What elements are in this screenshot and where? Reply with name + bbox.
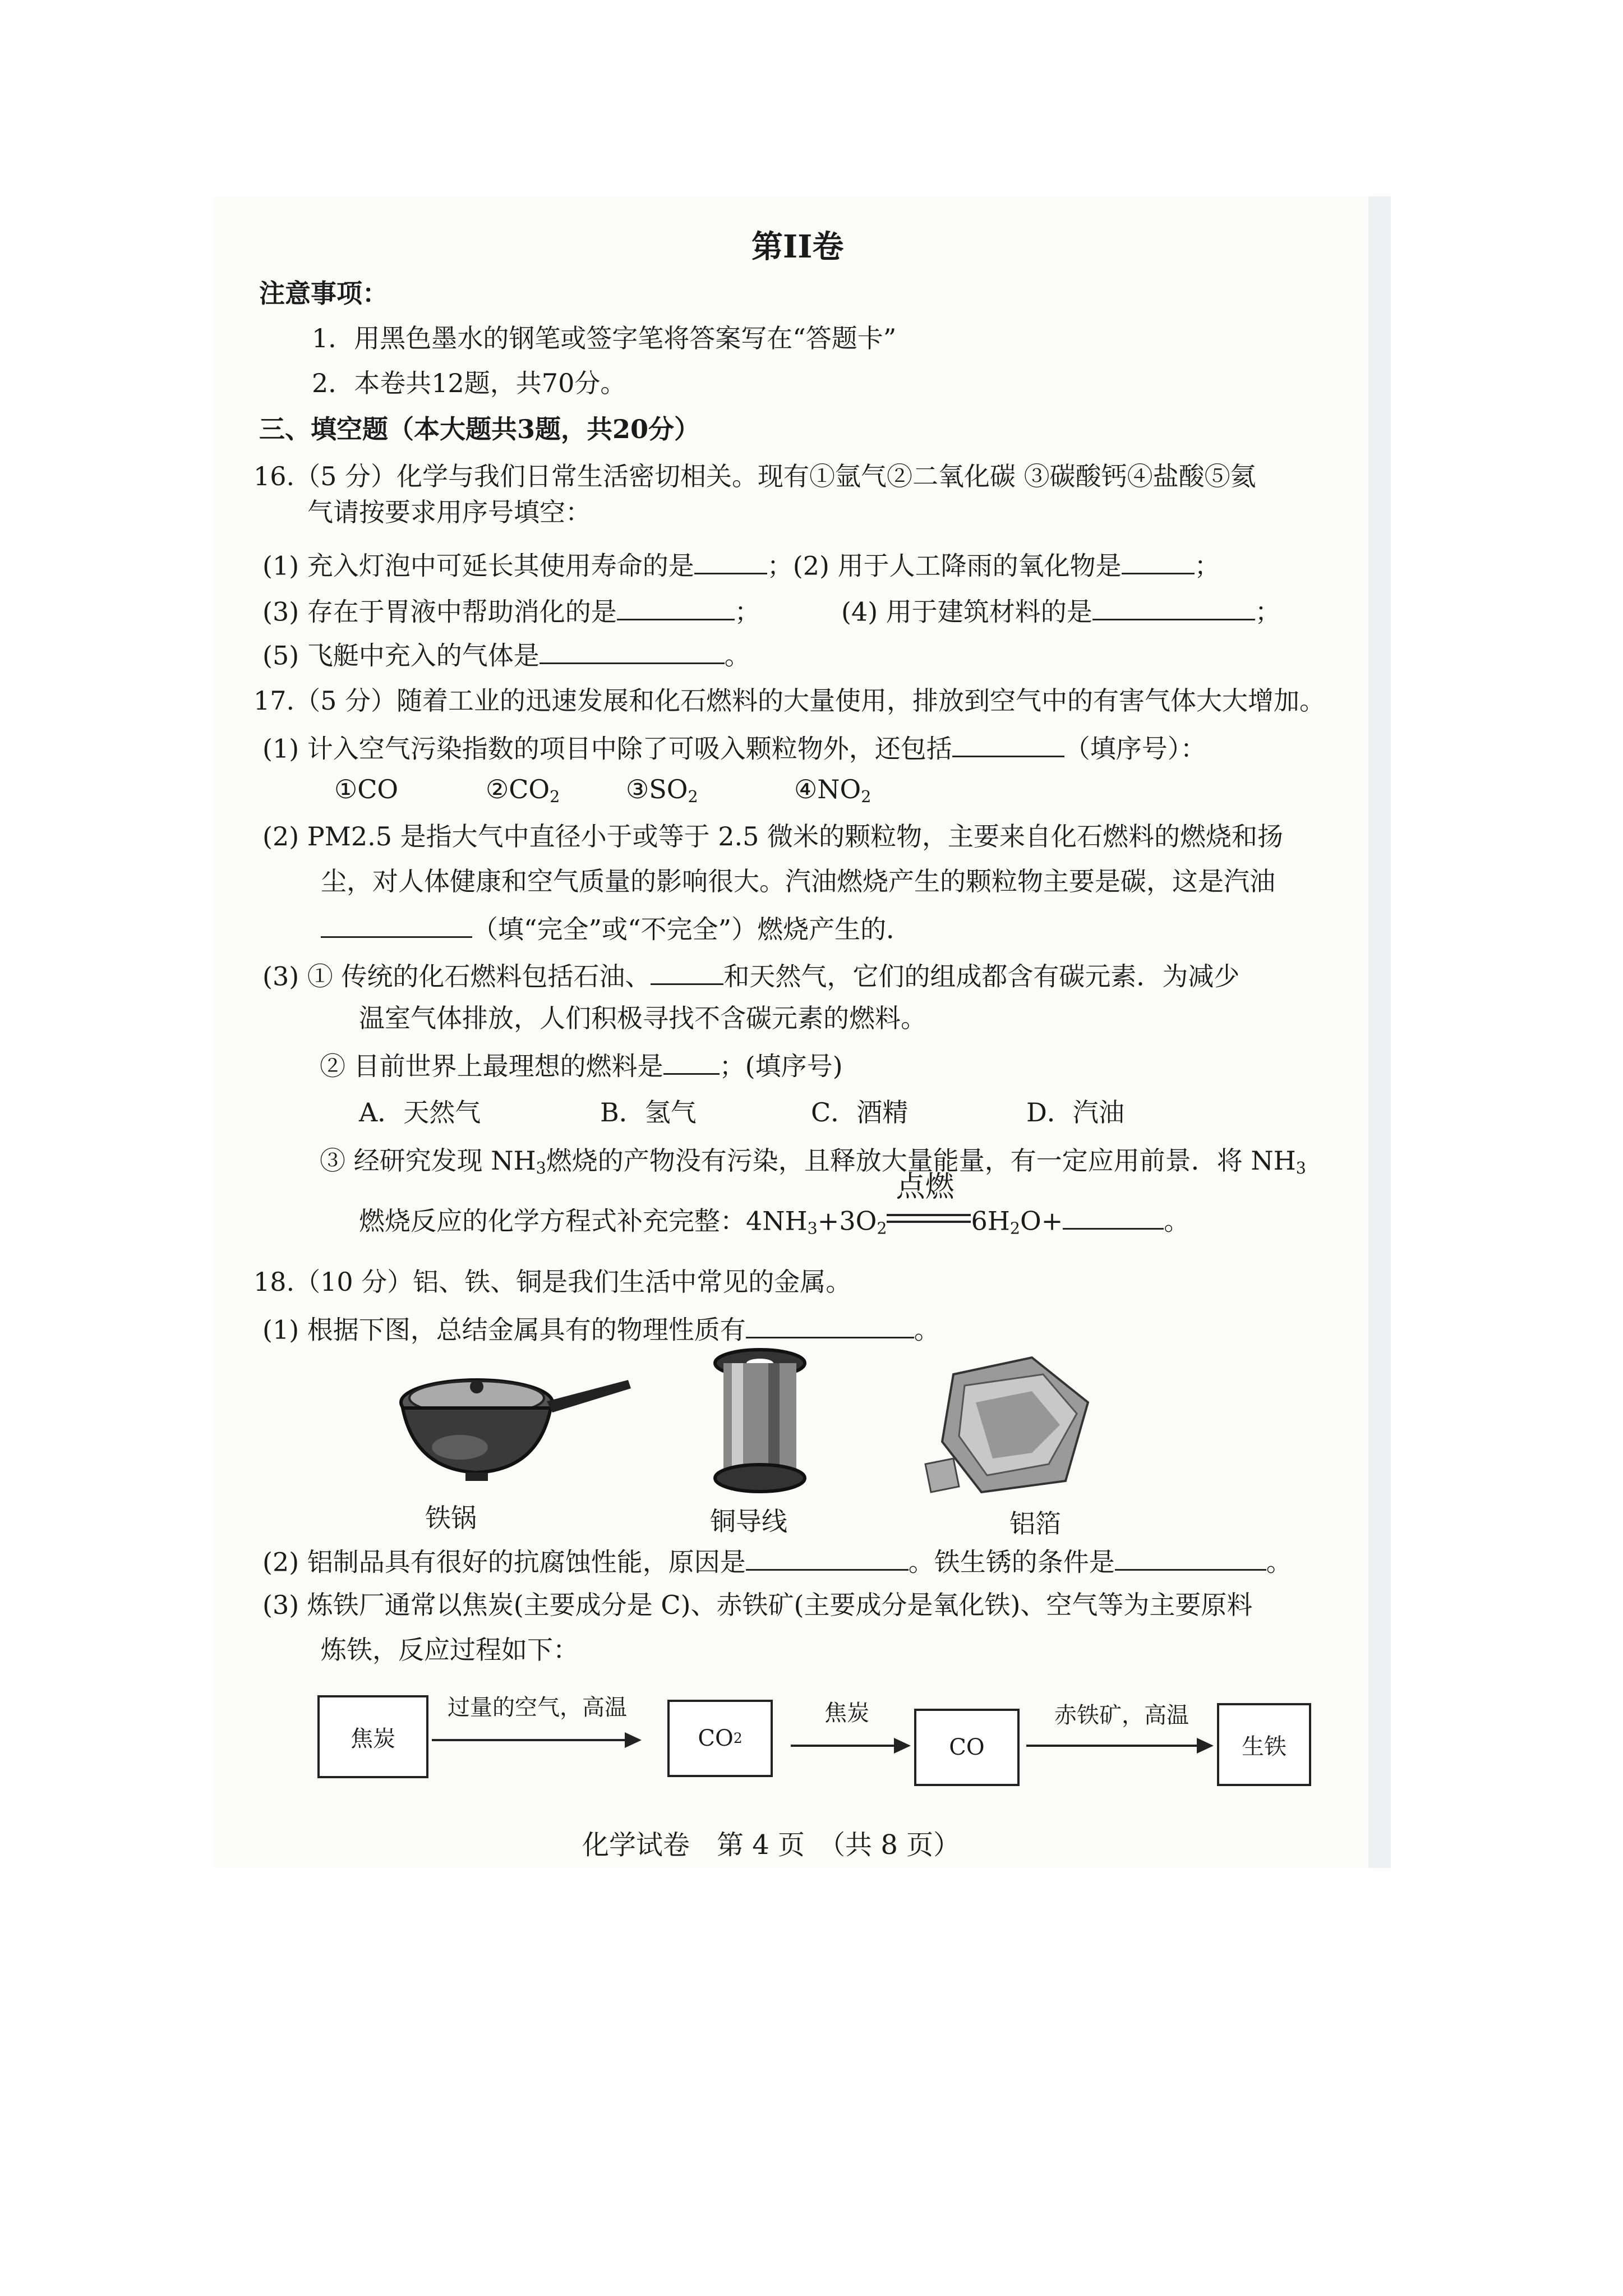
q16-part-2-text: ；(2) 用于人工降雨的氧化物是 — [767, 550, 1122, 581]
text: 。铁生锈的条件是 — [908, 1547, 1115, 1577]
q17-option-3 — [626, 774, 698, 807]
q17-option-2 — [486, 774, 560, 807]
q17-part-3b — [320, 1050, 843, 1082]
caption-iron-wok: 铁锅 — [425, 1503, 477, 1533]
subscript: 3 — [807, 1219, 818, 1238]
q16-part-1-text: (1) 充入灯泡中可延长其使用寿命的是 — [262, 550, 694, 581]
answer-blank[interactable] — [952, 733, 1064, 757]
opt-text: ②CO — [486, 774, 550, 804]
text: 6H — [971, 1205, 1010, 1236]
punct: 。 — [914, 1314, 940, 1345]
q16-part-3 — [262, 596, 760, 627]
flow-box-label: 生铁 — [1242, 1733, 1287, 1760]
text: 燃烧反应的化学方程式补充完整：4NH — [359, 1205, 808, 1236]
q17-part-2-tail: （填“完全”或“不完全”）燃烧产生的． — [472, 914, 912, 945]
page-title: 第II卷 — [751, 228, 844, 265]
section-heading: 三、填空题（本大题共3题，共20分） — [259, 414, 700, 444]
condition-label: 点燃 — [896, 1170, 955, 1204]
q17-part-1-text: (1) 计入空气污染指数的项目中除了可吸入颗粒物外，还包括 — [262, 733, 952, 764]
flow-box-coke — [317, 1695, 428, 1778]
answer-blank[interactable] — [1115, 1546, 1266, 1571]
q17-choice-a: A．天然气 — [359, 1097, 481, 1128]
flow-box-co — [914, 1709, 1020, 1786]
subscript: 2 — [1009, 1219, 1021, 1238]
notice-item-2: 2．本卷共12题，共70分。 — [312, 368, 626, 398]
answer-blank[interactable] — [663, 1050, 720, 1075]
subscript: 3 — [1295, 1159, 1306, 1178]
q17-equation-line — [359, 1170, 1190, 1238]
flow-box-label: CO — [698, 1726, 734, 1751]
text: 燃烧的产物没有污染，且释放大量能量，有一定应用前景．将 NH — [546, 1145, 1296, 1176]
notice-item-1: 1．用黑色墨水的钢笔或签字笔将答案写在“答题卡” — [312, 323, 897, 353]
q18-part-2 — [262, 1546, 1292, 1575]
q16-part-5 — [262, 639, 750, 671]
iron-wok-image — [393, 1358, 639, 1492]
punct: ； — [1194, 550, 1220, 581]
subscript: 2 — [877, 1219, 887, 1238]
q18-part-3-cont: 炼铁，反应过程如下： — [321, 1635, 579, 1665]
q17-stem: 17.（5 分）随着工业的迅速发展和化石燃料的大量使用，排放到空气中的有害气体大大增加。 — [253, 685, 1326, 716]
flow-label-2: 焦炭 — [824, 1700, 869, 1726]
q17-option-4 — [794, 774, 872, 807]
subscript: 2 — [861, 788, 872, 807]
caption-aluminum-foil: 铝箔 — [1009, 1508, 1061, 1539]
q17-part-3c — [320, 1145, 1306, 1178]
subscript: 3 — [536, 1159, 546, 1178]
flow-box-co2: CO 2 — [667, 1700, 773, 1777]
answer-blank[interactable] — [1063, 1205, 1164, 1230]
q17-part-2-cont: 尘，对人体健康和空气质量的影响很大。汽油燃烧产生的颗粒物主要是碳，这是汽油 — [321, 866, 1275, 896]
flow-arrow-2 — [791, 1745, 909, 1747]
answer-blank[interactable] — [1122, 550, 1195, 574]
answer-blank[interactable] — [321, 913, 472, 938]
flow-box-pig-iron — [1217, 1703, 1311, 1786]
page-footer: 化学试卷 第 4 页 （共 8 页） — [582, 1829, 961, 1861]
q18-stem: 18.（10 分）铝、铁、铜是我们生活中常见的金属。 — [253, 1267, 852, 1297]
q17-option-1: ①CO — [334, 774, 399, 804]
equals-bar — [887, 1214, 971, 1216]
q16-stem: 16.（5 分）化学与我们日常生活密切相关。现有①氩气②二氧化碳 ③碳酸钙④盐酸⑤氦 — [253, 461, 1256, 491]
q17-choice-d: D．汽油 — [1026, 1097, 1124, 1128]
equation-condition — [887, 1170, 971, 1230]
q16-part-3-text: (3) 存在于胃液中帮助消化的是 — [262, 596, 617, 627]
q18-part-3: (3) 炼铁厂通常以焦炭(主要成分是 C)、赤铁矿(主要成分是氧化铁)、空气等为主要原料 — [262, 1590, 1253, 1620]
flow-box-label: 焦炭 — [351, 1726, 395, 1752]
punct: 。 — [1164, 1205, 1190, 1236]
text: (1) 根据下图，总结金属具有的物理性质有 — [262, 1314, 746, 1345]
q17-choice-c: C．酒精 — [811, 1097, 909, 1128]
text: (2) 铝制品具有很好的抗腐蚀性能，原因是 — [262, 1547, 746, 1577]
punct: ； — [1255, 596, 1281, 627]
answer-blank[interactable] — [617, 596, 735, 620]
q16-part-4-text: (4) 用于建筑材料的是 — [841, 596, 1092, 627]
q18-part-1 — [262, 1314, 940, 1345]
q17-part-3a-cont: 温室气体排放，人们积极寻找不含碳元素的燃料。 — [359, 1003, 926, 1033]
flow-box-label: CO — [949, 1734, 985, 1760]
caption-copper-wire: 铜导线 — [710, 1506, 787, 1536]
q17-part-2-cont2 — [321, 913, 912, 945]
text: (3) ① 传统的化石燃料包括石油、 — [262, 961, 651, 992]
text: +3O — [817, 1205, 877, 1236]
subscript: 2 — [550, 788, 560, 807]
q17-part-1 — [262, 733, 1206, 764]
copper-wire-image — [707, 1346, 813, 1498]
flow-arrow-1 — [432, 1739, 639, 1741]
q16-part-4 — [841, 596, 1281, 627]
text: 和天然气，它们的组成都含有碳元素．为减少 — [723, 961, 1240, 992]
punct: 。 — [1266, 1547, 1292, 1577]
opt-text: ③SO — [626, 774, 688, 804]
flow-label-1: 过量的空气，高温 — [448, 1695, 627, 1720]
q16-part-1 — [262, 550, 1220, 581]
opt-text: ④NO — [794, 774, 861, 804]
q17-part-2: (2) PM2.5 是指大气中直径小于或等于 2.5 微米的颗粒物，主要来自化石燃料的燃烧和扬 — [262, 821, 1284, 852]
scan-edge — [1368, 196, 1391, 1868]
text: ；(填序号) — [719, 1051, 843, 1082]
text: ③ 经研究发现 NH — [320, 1145, 536, 1176]
q16-stem-cont: 气请按要求用序号填空： — [307, 497, 591, 527]
flow-label-3: 赤铁矿，高温 — [1054, 1703, 1189, 1728]
answer-blank[interactable] — [651, 960, 723, 985]
answer-blank[interactable] — [694, 550, 767, 574]
answer-blank[interactable] — [540, 639, 725, 664]
q17-part-1-tail: （填序号）： — [1064, 733, 1206, 764]
answer-blank[interactable] — [1092, 596, 1255, 620]
q16-part-5-text: (5) 飞艇中充入的气体是 — [262, 640, 540, 671]
punct: ； — [734, 596, 760, 627]
subscript: 2 — [688, 788, 698, 807]
answer-blank[interactable] — [746, 1546, 909, 1571]
q17-part-3a — [262, 960, 1240, 992]
punct: 。 — [724, 640, 750, 671]
text: ② 目前世界上最理想的燃料是 — [320, 1051, 663, 1082]
equals-bar — [887, 1221, 971, 1223]
answer-blank[interactable] — [746, 1314, 914, 1338]
aluminum-foil-image — [920, 1352, 1105, 1498]
q17-choice-b: B．氢气 — [600, 1097, 697, 1128]
text: O+ — [1020, 1205, 1063, 1236]
notice-heading: 注意事项： — [259, 278, 388, 309]
flow-arrow-3 — [1026, 1745, 1211, 1747]
